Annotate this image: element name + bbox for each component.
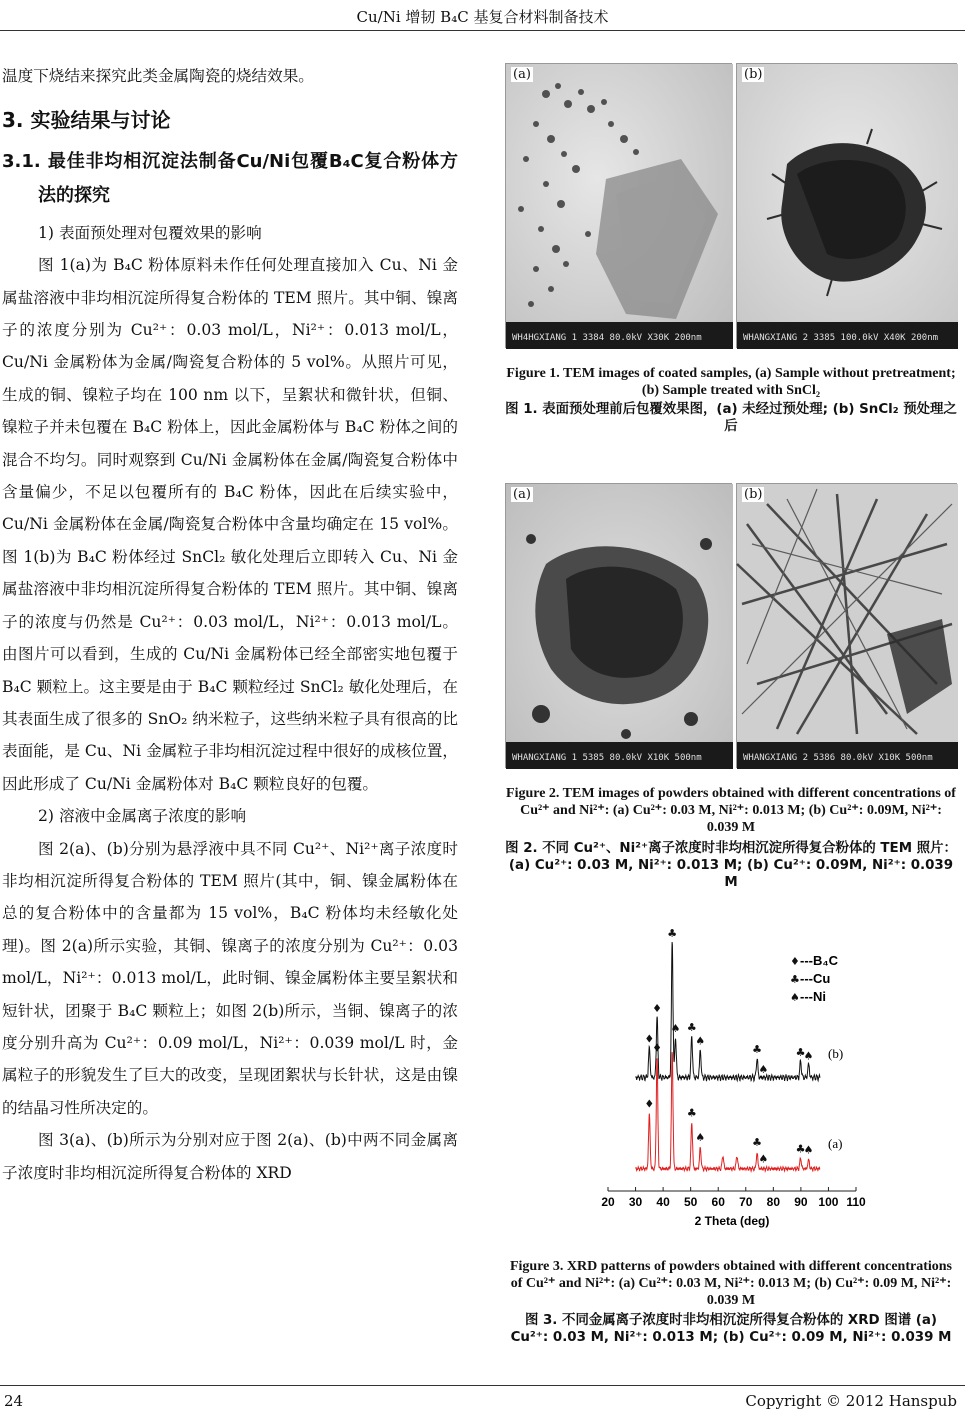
xrd-peak-marker: ♠ (695, 1130, 706, 1144)
x-tick-label: 30 (628, 1195, 643, 1209)
left-column (2, 60, 458, 1189)
x-tick-label: 100 (818, 1195, 839, 1209)
running-header: Cu/Ni 增韧 B₄C 基复合材料制备技术 (356, 8, 609, 26)
fig1-scalebar-b: WHANGXIANG 2 3385 100.0kV X40K 200nm (743, 333, 939, 343)
fig1-label-b: (b) (744, 67, 763, 82)
subheading-ion-concentration: 2) 溶液中金属离子浓度的影响 (38, 807, 247, 826)
xrd-peak-marker: ♣ (686, 1106, 697, 1120)
xrd-peak-marker: ♣ (686, 1021, 697, 1035)
fig1-panel-a (505, 63, 732, 348)
legend-entry: ---Ni (800, 989, 826, 1004)
xrd-peak-marker: ♣ (795, 1142, 806, 1156)
xrd-peak-marker: ♣ (667, 926, 678, 940)
x-tick-label: 20 (601, 1195, 615, 1209)
xrd-peak-marker: ♠ (803, 1143, 814, 1157)
xrd-peak-marker: ♣ (795, 1046, 806, 1060)
fig1-tem-image-b (737, 64, 958, 349)
paragraph-intro: 温度下烧结来探究此类金属陶瓷的烧结效果。 (2, 67, 314, 85)
legend-symbol: ♣ (790, 973, 800, 986)
fig2-tem-image-b (737, 484, 958, 769)
xrd-peak-marker: ♠ (758, 1152, 769, 1166)
fig2-caption-cn: 图 2. 不同 Cu²⁺、Ni²⁺离子浓度时非均相沉淀所得复合粉体的 TEM 照片：(a) Cu²⁺: 0.03 M, Ni²⁺: 0.013 M; (b) Cu²⁺: 0.09M, Ni²⁺: 0.039 M (505, 841, 957, 890)
fig1-panel-b (736, 63, 957, 348)
paragraph-fig3-intro: 图 3(a)、(b)所示为分别对应于图 2(a)、(b)中两不同金属离子浓度时非均相沉淀所得复合粉体的 XRD (2, 1131, 458, 1182)
xrd-series-label: (a) (828, 1136, 843, 1151)
x-tick-label: 60 (711, 1195, 725, 1209)
xrd-peak-marker: ♦ (644, 1032, 655, 1046)
legend-symbol: ♠ (790, 991, 800, 1004)
x-axis-title: 2 Theta (deg) (694, 1214, 770, 1228)
subheading-surface-pretreatment: 1) 表面预处理对包覆效果的影响 (38, 223, 262, 242)
fig2-tem-image-a (506, 484, 733, 769)
xrd-peak-marker: ♠ (758, 1063, 769, 1077)
fig3-caption-en: Figure 3. XRD patterns of powders obtained with different concentrations of Cu²⁺ and Ni²⁺: (a) Cu²⁺: 0.03 M, Ni²⁺: 0.013 M; (b) Cu²⁺: 0.09 M, Ni²⁺: 0.039 M (509, 1259, 952, 1308)
xrd-chart (560, 926, 890, 1235)
xrd-peak-marker: ♦ (652, 1041, 662, 1055)
x-tick-label: 40 (656, 1195, 670, 1209)
legend-entry: ---Cu (800, 971, 831, 986)
xrd-peak-marker: ♦ (652, 1002, 662, 1016)
legend-entry: ---B₄C (800, 953, 838, 968)
xrd-peak-marker: ♠ (695, 1034, 706, 1048)
copyright-notice: Copyright © 2012 Hanspub (745, 1392, 957, 1410)
fig2-panel-a (505, 483, 732, 768)
fig1-caption-en: Figure 1. TEM images of coated samples, (a) Sample without pretreatment; (b) Sample treated with SnCl₂ (506, 366, 956, 398)
x-tick-label: 70 (739, 1195, 753, 1209)
fig1-scalebar-a: WH4HGXIANG 1 3384 80.0kV X30K 200nm (512, 333, 702, 343)
paragraph-fig2-discussion: 图 2(a)、(b)分别为悬浮液中具不同 Cu²⁺、Ni²⁺离子浓度时非均相沉淀所得复合粉体的 TEM 照片(其中，铜、镍金属粉体在总的复合粉体中的含量都为 15 vol%，B₄C 粉体均未经敏化处理)。图 2(a)所示实验，其铜、镍离子的浓度分别为 Cu²⁺：0.03 mol/L，Ni²⁺：0.013 mol/L，此时铜、镍金属粉体主要呈絮状和短针状，团聚于 B₄C 颗粒上；如图 2(b)所示，当铜、镍离子的浓度分别升高为 Cu²⁺：0.09 mol/L，Ni²⁺：0.039 mol/L 时，金属粒子的形貌发生了巨大的改变，呈现团絮状与长针状，这是由镍的结晶习性所决定的。 (2, 839, 458, 1117)
fig2-panel-b (736, 483, 957, 768)
section-heading-3-1: 3.1. 最佳非均相沉淀法制备Cu/Ni包覆B₄C复合粉体方法的探究 (2, 150, 458, 206)
x-tick-label: 50 (683, 1195, 698, 1209)
fig1-label-a: (a) (513, 67, 531, 82)
xrd-peak-marker: ♦ (644, 1097, 655, 1111)
fig1-caption-cn: 图 1. 表面预处理前后包覆效果图，(a) 未经过预处理; (b) SnCl₂ 预处理之后 (505, 402, 957, 434)
xrd-peak-marker: ♠ (803, 1049, 814, 1063)
fig2-scalebar-b: WHANGXIANG 2 5386 80.0kV X10K 500nm (743, 753, 933, 763)
xrd-series-label: (b) (828, 1046, 844, 1061)
legend-symbol: ♦ (790, 955, 800, 968)
fig2-scalebar-a: WHANGXIANG 1 5385 80.0kV X10K 500nm (512, 753, 702, 763)
section-heading-3: 3. 实验结果与讨论 (2, 108, 171, 133)
fig3-caption-cn: 图 3. 不同金属离子浓度时非均相沉淀所得复合粉体的 XRD 图谱 (a) Cu²⁺: 0.03 M, Ni²⁺: 0.013 M; (b) Cu²⁺: 0.09 M, Ni²⁺: 0.039 M (510, 1313, 952, 1345)
fig1-tem-image-a (506, 64, 733, 349)
xrd-peak-marker: ♣ (752, 1136, 763, 1150)
x-tick-label: 110 (846, 1195, 866, 1209)
paragraph-fig1-discussion: 图 1(a)为 B₄C 粉体原料未作任何处理直接加入 Cu、Ni 金属盐溶液中非均相沉淀所得复合粉体的 TEM 照片。其中铜、镍离子的浓度分别为 Cu²⁺：0.03 mol/L，Ni²⁺：0.013 mol/L，Cu/Ni 金属粉体为金属/陶瓷复合粉体的 5 vol%。从照片可见，生成的铜、镍粒子均在 100 nm 以下，呈絮状和微针状，但铜、镍粒子并未包覆在 B₄C 粉体上，因此金属粉体与 B₄C 粉体之间的混合不均匀。同时观察到 Cu/Ni 金属粉体在金属/陶瓷复合粉体中含量偏少，不足以包覆所有的 B₄C 粉体，因此在后续实验中，Cu/Ni 金属粉体在金属/陶瓷复合粉体中含量均确定在 15 vol%。图 1(b)为 B₄C 粉体经过 SnCl₂ 敏化处理后立即转入 Cu、Ni 金属盐溶液中非均相沉淀所得复合粉体的 TEM 照片。其中铜、镍离子的浓度与仍然是 Cu²⁺：0.03 mol/L，Ni²⁺：0.013 mol/L。由图片可以看到，生成的 Cu/Ni 金属粉体已经全部密实地包覆于 B₄C 颗粒上。这主要是由于 B₄C 颗粒经过 SnCl₂ 敏化处理后，在其表面生成了很多的 SnO₂ 纳米粒子，这些纳米粒子具有很高的比表面能，是 Cu、Ni 金属粒子非均相沉淀过程中很好的成核位置，因此形成了 Cu/Ni 金属粉体对 B₄C 颗粒良好的包覆。 (2, 256, 458, 793)
xrd-series-line (636, 1052, 821, 1171)
footer-rule (0, 1385, 965, 1386)
fig2-label-a: (a) (513, 487, 531, 502)
xrd-peak-marker: ♠ (670, 1021, 681, 1035)
header-rule (0, 30, 965, 31)
x-tick-label: 80 (766, 1195, 781, 1209)
fig2-caption-en: Figure 2. TEM images of powders obtained with different concentrations of Cu²⁺ and Ni²⁺: (a) Cu²⁺: 0.03 M, Ni²⁺: 0.013 M; (b) Cu²⁺: 0.09M, Ni²⁺: 0.039 M (506, 786, 956, 835)
page-number: 24 (4, 1392, 24, 1410)
fig2-label-b: (b) (744, 487, 763, 502)
xrd-peak-marker: ♣ (752, 1043, 763, 1057)
x-tick-label: 90 (794, 1195, 808, 1209)
